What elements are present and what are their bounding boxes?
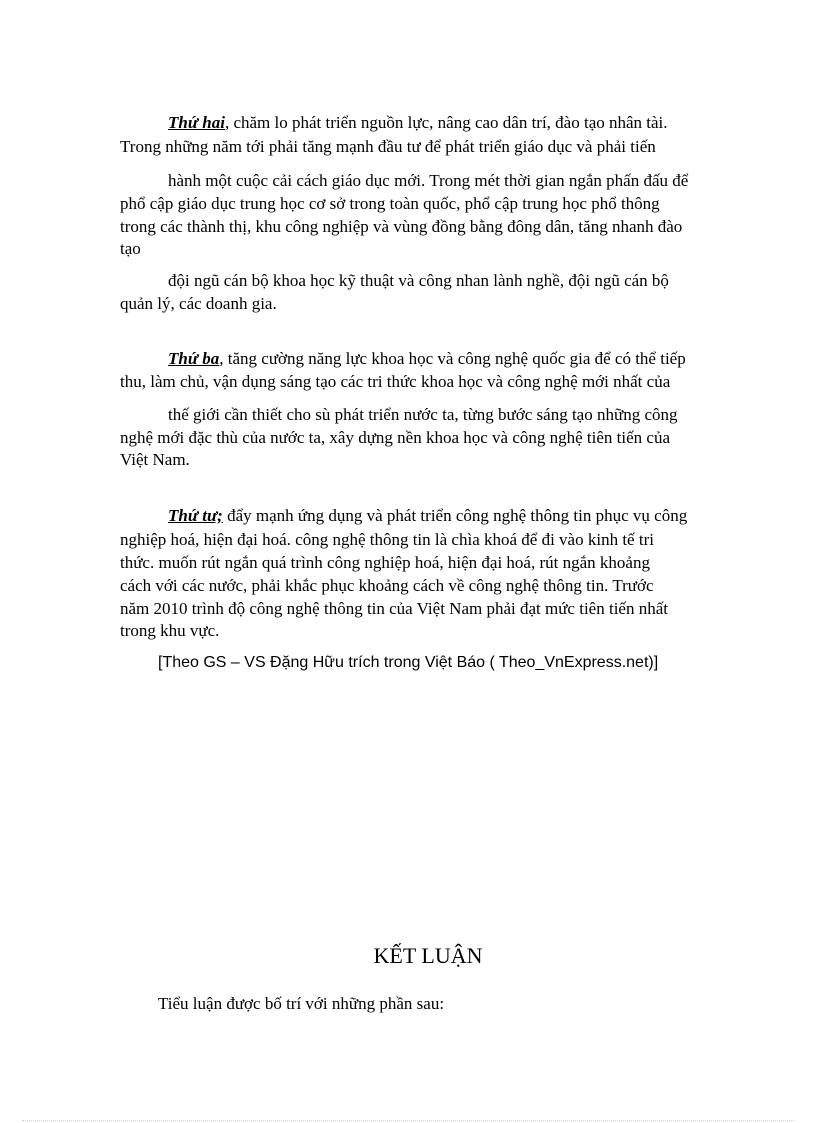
paragraph-1-line-8: quản lý, các doanh gia. (120, 294, 277, 313)
paragraph-1-lead: Thứ hai (168, 113, 225, 132)
conclusion-title: KẾT LUẬN (373, 943, 483, 968)
paragraph-1-line-4: phổ cập giáo dục trung học cơ sở trong toàn quốc, phổ cập trung học phổ thông (120, 194, 660, 213)
paragraph-2-line-5: Việt Nam. (120, 450, 190, 469)
paragraph-3-line-6: trong khu vực. (120, 621, 220, 640)
paragraph-1-line-1 (168, 112, 668, 134)
paragraph-2-line-3: thế giới cần thiết cho sù phát triển nước ta, từng bước sáng tạo những công (168, 405, 678, 424)
paragraph-1-line-6: tạo (120, 239, 141, 258)
paragraph-1-line-7: đội ngũ cán bộ khoa học kỹ thuật và công nhan lành nghề, đội ngũ cán bộ (168, 271, 669, 290)
conclusion-intro: Tiểu luận được bố trí với những phần sau: (158, 994, 445, 1013)
paragraph-3-lead: Thứ tư; (168, 506, 223, 525)
paragraph-2-lead: Thứ ba (168, 349, 220, 368)
paragraph-2-line-1 (168, 348, 686, 370)
citation: [Theo GS – VS Đặng Hữu trích trong Việt Báo ( Theo_VnExpress.net)] (158, 654, 659, 671)
page-edge-divider (22, 1120, 794, 1121)
paragraph-2-line-4: nghệ mới đặc thù của nước ta, xây dựng nền khoa học và công nghệ tiên tiến của (120, 428, 671, 447)
paragraph-1-line-3: hành một cuộc cải cách giáo dục mới. Trong mét thời gian ngắn phấn đấu để (168, 171, 689, 190)
paragraph-3-line-4: cách với các nước, phải khắc phục khoảng cách về công nghệ thông tin. Trước (120, 576, 654, 595)
paragraph-3-line-1-text: đẩy mạnh ứng dụng và phát triển công nghệ thông tin phục vụ công (222, 506, 688, 525)
paragraph-1-line-1-text: , chăm lo phát triển nguồn lực, nâng cao dân trí, đào tạo nhân tài. (224, 113, 668, 132)
paragraph-2-line-2: thu, làm chủ, vận dụng sáng tạo các tri thức khoa học và công nghệ mới nhất của (120, 372, 671, 391)
paragraph-2-line-1-text: , tăng cường năng lực khoa học và công nghệ quốc gia để có thể tiếp (219, 349, 686, 368)
paragraph-3-line-5: năm 2010 trình độ công nghệ thông tin của Việt Nam phải đạt mức tiên tiến nhất (120, 599, 668, 618)
paragraph-3-line-3: thức. muốn rút ngắn quá trình công nghiệp hoá, hiện đại hoá, rút ngắn khoảng (120, 553, 650, 572)
paragraph-3-line-1 (168, 505, 687, 527)
paragraph-1-line-5: trong các thành thị, khu công nghiệp và vùng đồng bằng đông dân, tăng nhanh đào (120, 217, 683, 236)
paragraph-3-line-2: nghiệp hoá, hiện đại hoá. công nghệ thông tin là chìa khoá để đi vào kinh tế tri (120, 530, 654, 549)
paragraph-1-line-2: Trong những năm tới phải tăng mạnh đầu tư để phát triển giáo dục và phải tiến (120, 137, 656, 156)
